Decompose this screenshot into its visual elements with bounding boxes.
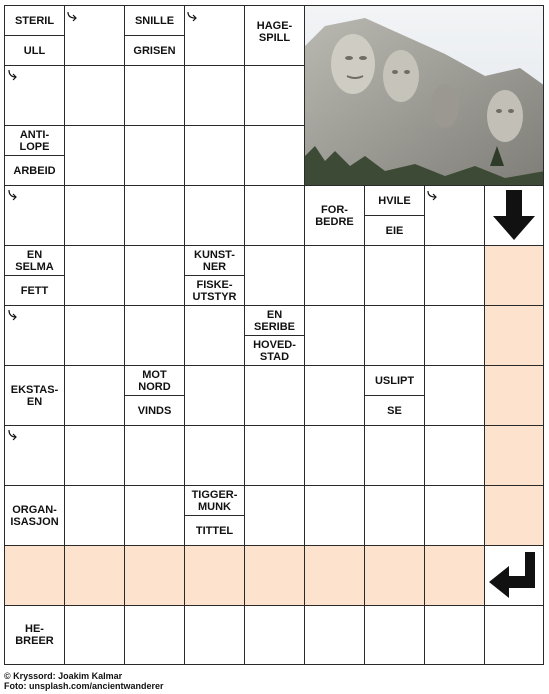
clue-hovedstad: HOVED- STAD — [244, 335, 305, 366]
answer-cell[interactable] — [364, 425, 425, 486]
answer-cell[interactable] — [184, 125, 245, 186]
answer-cell[interactable] — [244, 245, 305, 306]
clue-en-seribe: EN SERIBE — [244, 305, 305, 336]
answer-cell[interactable] — [184, 425, 245, 486]
arrow-left-cell — [484, 545, 544, 606]
clue-kunstner: KUNST- NER — [184, 245, 245, 276]
answer-cell[interactable] — [304, 425, 365, 486]
clue-ekstasen: EKSTAS- EN — [4, 365, 65, 426]
answer-cell[interactable] — [424, 605, 485, 665]
answer-cell[interactable] — [124, 185, 185, 246]
answer-cell[interactable] — [304, 245, 365, 306]
mount-rushmore-photo — [304, 5, 544, 186]
clue-arrow-icon — [186, 9, 200, 23]
solution-cell[interactable] — [484, 245, 544, 306]
clue-arrow-icon — [6, 428, 20, 442]
answer-cell[interactable] — [184, 305, 245, 366]
crossword-grid — [4, 5, 544, 665]
answer-cell[interactable] — [244, 185, 305, 246]
answer-cell[interactable] — [304, 485, 365, 546]
answer-cell[interactable] — [364, 605, 425, 665]
answer-cell[interactable] — [184, 605, 245, 665]
clue-hagespill: HAGE- SPILL — [244, 5, 305, 66]
answer-cell[interactable] — [64, 305, 125, 366]
answer-cell[interactable] — [424, 485, 485, 546]
answer-cell[interactable] — [244, 485, 305, 546]
answer-cell[interactable] — [184, 185, 245, 246]
clue-arrow-icon — [66, 9, 80, 23]
clue-arrow-icon — [426, 188, 440, 202]
answer-cell[interactable] — [64, 125, 125, 186]
clue-grisen: GRISEN — [124, 35, 185, 66]
clue-arbeid: ARBEID — [4, 155, 65, 186]
clue-arrow-icon — [6, 308, 20, 322]
answer-cell[interactable] — [244, 365, 305, 426]
solution-cell[interactable] — [484, 425, 544, 486]
answer-cell[interactable] — [424, 305, 485, 366]
clue-forbedre: FOR- BEDRE — [304, 185, 365, 246]
answer-cell[interactable] — [124, 605, 185, 665]
solution-cell[interactable] — [364, 545, 425, 606]
clue-organisasjon: ORGAN- ISASJON — [4, 485, 65, 546]
clue-ull: ULL — [4, 35, 65, 66]
answer-cell[interactable] — [364, 305, 425, 366]
answer-cell[interactable] — [124, 125, 185, 186]
solution-cell[interactable] — [484, 305, 544, 366]
clue-fett: FETT — [4, 275, 65, 306]
clue-uslipt: USLIPT — [364, 365, 425, 396]
answer-cell[interactable] — [304, 605, 365, 665]
answer-cell[interactable] — [244, 65, 305, 126]
clue-se: SE — [364, 395, 425, 426]
clue-eie: EIE — [364, 215, 425, 246]
answer-cell[interactable] — [424, 365, 485, 426]
answer-cell[interactable] — [64, 605, 125, 665]
crossword-credit: © Kryssord: Joakim Kalmar — [4, 671, 123, 681]
answer-cell[interactable] — [304, 305, 365, 366]
clue-mot-nord: MOT NORD — [124, 365, 185, 396]
answer-cell[interactable] — [244, 425, 305, 486]
answer-cell[interactable] — [304, 365, 365, 426]
mount-rushmore-image — [305, 6, 544, 186]
answer-cell[interactable] — [124, 245, 185, 306]
answer-cell[interactable] — [424, 245, 485, 306]
solution-cell[interactable] — [4, 545, 65, 606]
clue-snille: SNILLE — [124, 5, 185, 36]
answer-cell[interactable] — [124, 65, 185, 126]
clue-fiskeutstyr: FISKE- UTSTYR — [184, 275, 245, 306]
answer-cell[interactable] — [244, 605, 305, 665]
answer-cell[interactable] — [364, 245, 425, 306]
solution-cell[interactable] — [484, 365, 544, 426]
arrow-return-left-icon — [485, 546, 543, 605]
answer-cell[interactable] — [364, 485, 425, 546]
solution-cell[interactable] — [484, 485, 544, 546]
answer-cell[interactable] — [184, 65, 245, 126]
clue-tittel: TITTEL — [184, 515, 245, 546]
solution-cell[interactable] — [304, 545, 365, 606]
answer-cell[interactable] — [124, 425, 185, 486]
clue-hvile: HVILE — [364, 185, 425, 216]
solution-cell[interactable] — [64, 545, 125, 606]
answer-cell[interactable] — [484, 605, 544, 665]
clue-en-selma: EN SELMA — [4, 245, 65, 276]
answer-cell[interactable] — [64, 65, 125, 126]
answer-cell[interactable] — [424, 425, 485, 486]
solution-cell[interactable] — [244, 545, 305, 606]
answer-cell[interactable] — [64, 365, 125, 426]
solution-cell[interactable] — [424, 545, 485, 606]
clue-vinds: VINDS — [124, 395, 185, 426]
clue-arrow-icon — [6, 188, 20, 202]
answer-cell[interactable] — [244, 125, 305, 186]
answer-cell[interactable] — [184, 365, 245, 426]
answer-cell[interactable] — [64, 425, 125, 486]
answer-cell[interactable] — [64, 245, 125, 306]
solution-cell[interactable] — [124, 545, 185, 606]
solution-cell[interactable] — [184, 545, 245, 606]
answer-cell[interactable] — [64, 485, 125, 546]
clue-antilope: ANTI- LOPE — [4, 125, 65, 156]
arrow-down-icon — [485, 186, 543, 245]
clue-tiggermunk: TIGGER- MUNK — [184, 485, 245, 516]
answer-cell[interactable] — [124, 485, 185, 546]
answer-cell[interactable] — [124, 305, 185, 366]
photo-credit: Foto: unsplash.com/ancientwanderer — [4, 681, 164, 691]
clue-arrow-icon — [6, 68, 20, 82]
arrow-down-cell — [484, 185, 544, 246]
clue-steril: STERIL — [4, 5, 65, 36]
clue-hebreer: HE- BREER — [4, 605, 65, 665]
answer-cell[interactable] — [64, 185, 125, 246]
